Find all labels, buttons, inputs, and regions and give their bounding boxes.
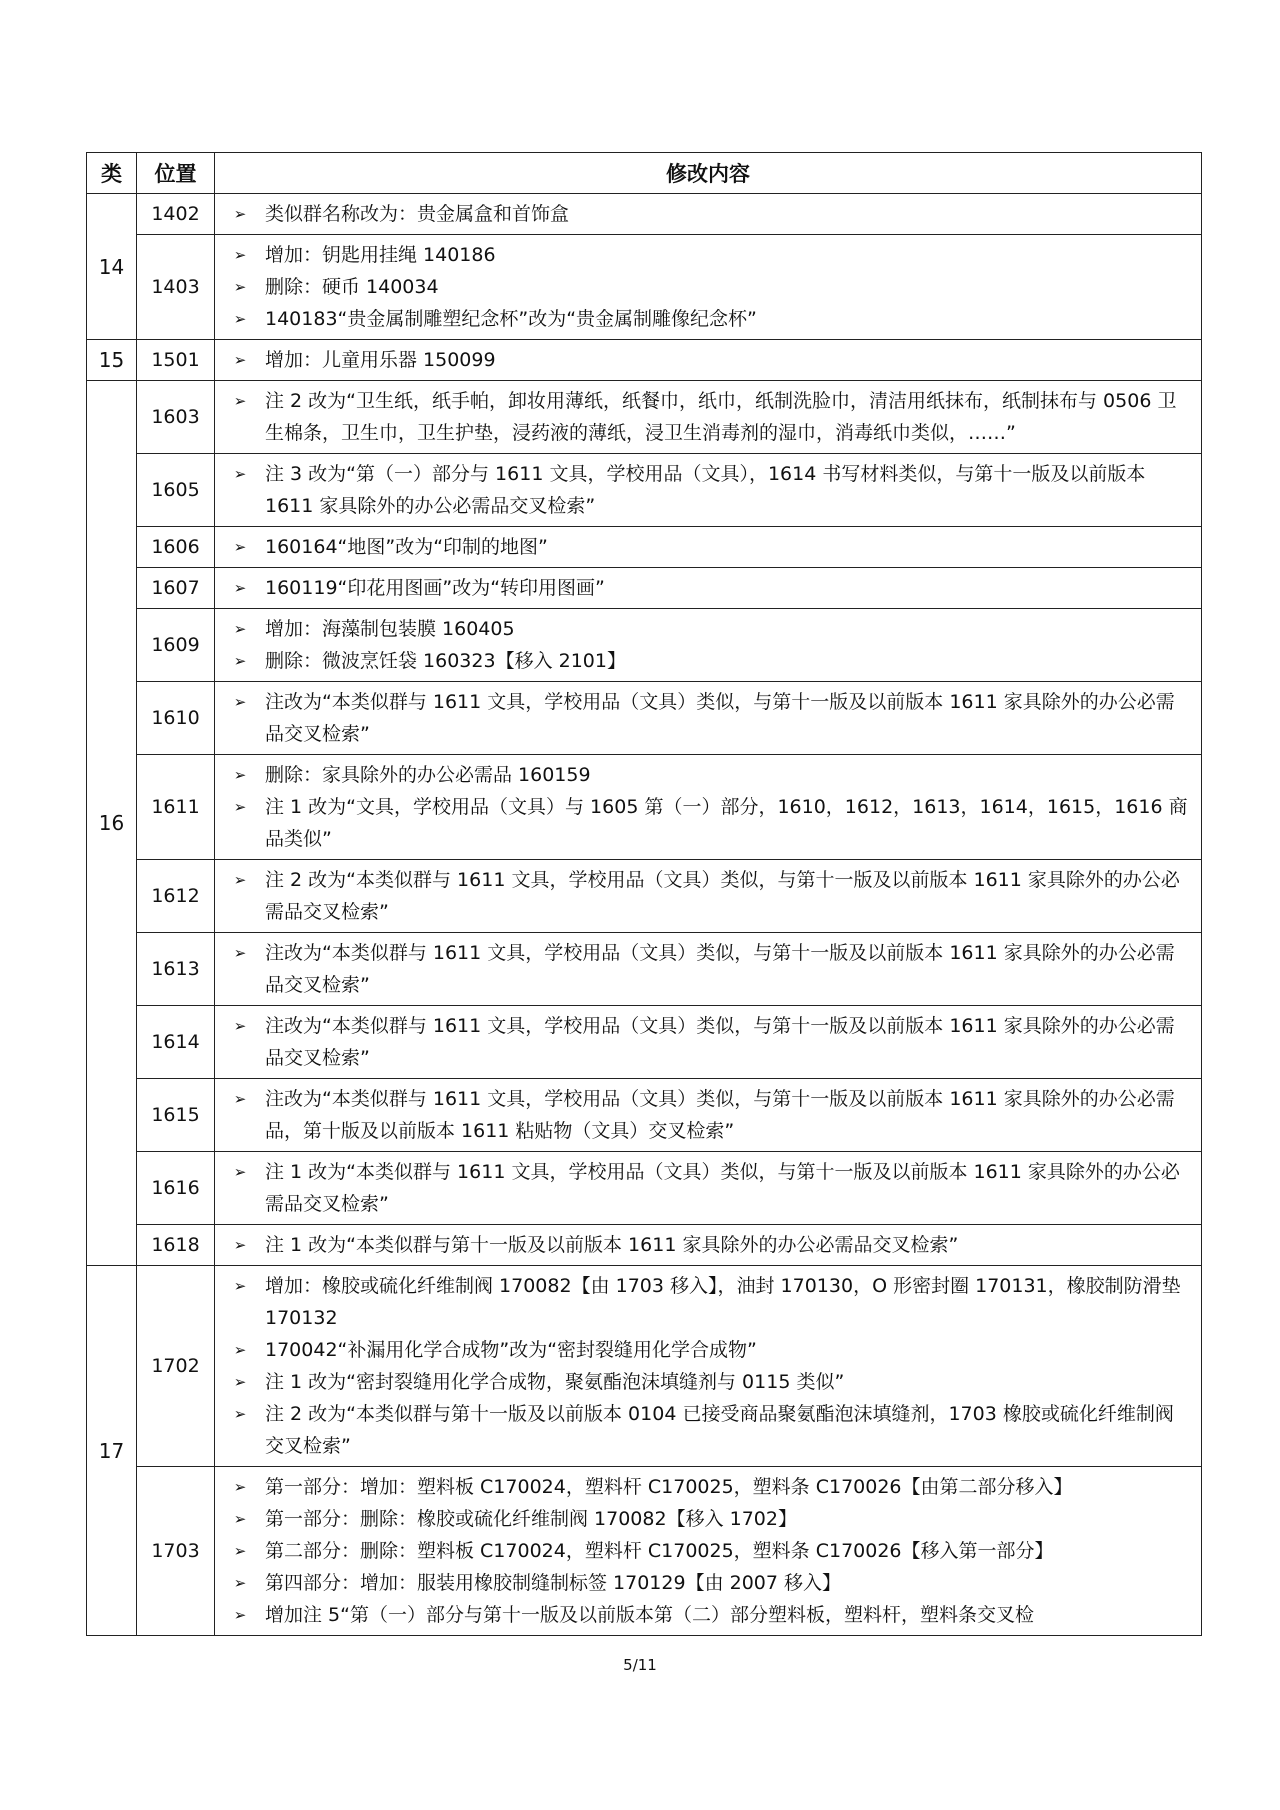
content-cell xyxy=(215,1467,1202,1636)
table-row xyxy=(87,381,1202,454)
table-row xyxy=(87,1079,1202,1152)
arrow-bullet-icon: ➢ xyxy=(233,1606,247,1624)
table-row xyxy=(87,454,1202,527)
table-row xyxy=(87,860,1202,933)
table-row xyxy=(87,340,1202,381)
item-text: 增加注 5“第（一）部分与第十一版及以前版本第（二）部分塑料板，塑料杆，塑料条交叉检 xyxy=(265,1604,1034,1626)
class-number-cell: 14 xyxy=(87,194,137,340)
position-cell: 1605 xyxy=(137,454,215,527)
position-cell: 1702 xyxy=(137,1266,215,1467)
table-row xyxy=(87,1467,1202,1636)
arrow-bullet-icon: ➢ xyxy=(233,465,247,483)
item-text: 删除：微波烹饪袋 160323【移入 2101】 xyxy=(265,650,626,672)
list-item xyxy=(215,864,1191,928)
table-row xyxy=(87,1266,1202,1467)
table-header-row xyxy=(87,153,1202,194)
table-row xyxy=(87,527,1202,568)
position-cell: 1501 xyxy=(137,340,215,381)
list-item xyxy=(215,572,1191,604)
table-row xyxy=(87,682,1202,755)
content-cell xyxy=(215,454,1202,527)
item-text: 类似群名称改为：贵金属盒和首饰盒 xyxy=(265,203,570,225)
content-cell xyxy=(215,860,1202,933)
list-item xyxy=(215,303,1191,335)
header-position: 位置 xyxy=(137,153,215,194)
table-row xyxy=(87,1006,1202,1079)
list-item xyxy=(215,1270,1191,1334)
item-text: 注改为“本类似群与 1611 文具，学校用品（文具）类似，与第十一版及以前版本 1611 家具除外的办公必需品交叉检索” xyxy=(265,942,1175,996)
item-text: 160119“印花用图画”改为“转印用图画” xyxy=(265,577,605,599)
item-text: 注 1 改为“密封裂缝用化学合成物，聚氨酯泡沫填缝剂与 0115 类似” xyxy=(265,1371,845,1393)
arrow-bullet-icon: ➢ xyxy=(233,351,247,369)
arrow-bullet-icon: ➢ xyxy=(233,1510,247,1528)
item-text: 170042“补漏用化学合成物”改为“密封裂缝用化学合成物” xyxy=(265,1339,757,1361)
content-cell xyxy=(215,340,1202,381)
item-text: 注改为“本类似群与 1611 文具，学校用品（文具）类似，与第十一版及以前版本 1611 家具除外的办公必需品交叉检索” xyxy=(265,1015,1175,1069)
header-class: 类 xyxy=(87,153,137,194)
arrow-bullet-icon: ➢ xyxy=(233,766,247,784)
class-number-cell: 15 xyxy=(87,340,137,381)
table-row xyxy=(87,194,1202,235)
arrow-bullet-icon: ➢ xyxy=(233,278,247,296)
list-item xyxy=(215,344,1191,376)
item-text: 注 1 改为“本类似群与 1611 文具，学校用品（文具）类似，与第十一版及以前版本 1611 家具除外的办公必需品交叉检索” xyxy=(265,1161,1180,1215)
list-item xyxy=(215,198,1191,230)
table-row xyxy=(87,235,1202,340)
class-number-cell: 16 xyxy=(87,381,137,1266)
arrow-bullet-icon: ➢ xyxy=(233,392,247,410)
content-cell xyxy=(215,1079,1202,1152)
item-text: 第一部分：删除：橡胶或硫化纤维制阀 170082【移入 1702】 xyxy=(265,1508,797,1530)
content-cell xyxy=(215,682,1202,755)
position-cell: 1703 xyxy=(137,1467,215,1636)
content-cell xyxy=(215,235,1202,340)
position-cell: 1614 xyxy=(137,1006,215,1079)
content-cell xyxy=(215,194,1202,235)
table-row xyxy=(87,609,1202,682)
item-text: 第一部分：增加：塑料板 C170024，塑料杆 C170025，塑料条 C170026【由第二部分移入】 xyxy=(265,1476,1073,1498)
arrow-bullet-icon: ➢ xyxy=(233,1574,247,1592)
arrow-bullet-icon: ➢ xyxy=(233,652,247,670)
arrow-bullet-icon: ➢ xyxy=(233,1405,247,1423)
list-item xyxy=(215,1229,1191,1261)
position-cell: 1610 xyxy=(137,682,215,755)
list-item xyxy=(215,686,1191,750)
arrow-bullet-icon: ➢ xyxy=(233,1277,247,1295)
item-text: 注 2 改为“本类似群与 1611 文具，学校用品（文具）类似，与第十一版及以前版本 1611 家具除外的办公必需品交叉检索” xyxy=(265,869,1180,923)
item-text: 增加：海藻制包装膜 160405 xyxy=(265,618,515,640)
position-cell: 1603 xyxy=(137,381,215,454)
content-cell xyxy=(215,755,1202,860)
list-item xyxy=(215,1083,1191,1147)
position-cell: 1612 xyxy=(137,860,215,933)
list-item xyxy=(215,239,1191,271)
list-item xyxy=(215,531,1191,563)
arrow-bullet-icon: ➢ xyxy=(233,538,247,556)
list-item xyxy=(215,1398,1191,1462)
table-row xyxy=(87,568,1202,609)
item-text: 增加：儿童用乐器 150099 xyxy=(265,349,496,371)
position-cell: 1402 xyxy=(137,194,215,235)
content-cell xyxy=(215,527,1202,568)
item-text: 第四部分：增加：服装用橡胶制缝制标签 170129【由 2007 移入】 xyxy=(265,1572,842,1594)
position-cell: 1607 xyxy=(137,568,215,609)
list-item xyxy=(215,1334,1191,1366)
item-text: 删除：硬币 140034 xyxy=(265,276,439,298)
table-row xyxy=(87,755,1202,860)
arrow-bullet-icon: ➢ xyxy=(233,310,247,328)
header-content: 修改内容 xyxy=(215,153,1202,194)
arrow-bullet-icon: ➢ xyxy=(233,944,247,962)
item-text: 注 3 改为“第（一）部分与 1611 文具，学校用品（文具），1614 书写材料类似，与第十一版及以前版本 1611 家具除外的办公必需品交叉检索” xyxy=(265,463,1146,517)
list-item xyxy=(215,1010,1191,1074)
list-item xyxy=(215,1535,1191,1567)
position-cell: 1616 xyxy=(137,1152,215,1225)
list-item xyxy=(215,613,1191,645)
item-text: 第二部分：删除：塑料板 C170024，塑料杆 C170025，塑料条 C170026【移入第一部分】 xyxy=(265,1540,1054,1562)
arrow-bullet-icon: ➢ xyxy=(233,871,247,889)
item-text: 增加：钥匙用挂绳 140186 xyxy=(265,244,496,266)
arrow-bullet-icon: ➢ xyxy=(233,246,247,264)
table-body xyxy=(87,194,1202,1636)
list-item xyxy=(215,1503,1191,1535)
item-text: 注 2 改为“本类似群与第十一版及以前版本 0104 已接受商品聚氨酯泡沫填缝剂，1703 橡胶或硫化纤维制阀交叉检索” xyxy=(265,1403,1174,1457)
table-row xyxy=(87,1225,1202,1266)
position-cell: 1613 xyxy=(137,933,215,1006)
arrow-bullet-icon: ➢ xyxy=(233,1341,247,1359)
position-cell: 1615 xyxy=(137,1079,215,1152)
item-text: 增加：橡胶或硫化纤维制阀 170082【由 1703 移入】，油封 170130，O 形密封圈 170131，橡胶制防滑垫 170132 xyxy=(265,1275,1181,1329)
item-text: 注 2 改为“卫生纸，纸手帕，卸妆用薄纸，纸餐巾，纸巾，纸制洗脸巾，清洁用纸抹布，纸制抹布与 0506 卫生棉条，卫生巾，卫生护垫，浸药液的薄纸，浸卫生消毒剂的湿巾，消毒纸巾类似，……” xyxy=(265,390,1177,444)
arrow-bullet-icon: ➢ xyxy=(233,693,247,711)
page-number: 5/11 xyxy=(623,1656,657,1674)
list-item xyxy=(215,1471,1191,1503)
list-item xyxy=(215,271,1191,303)
revision-table-container xyxy=(86,152,1201,1636)
item-text: 160164“地图”改为“印制的地图” xyxy=(265,536,548,558)
list-item xyxy=(215,1366,1191,1398)
position-cell: 1611 xyxy=(137,755,215,860)
table-row xyxy=(87,1152,1202,1225)
item-text: 注改为“本类似群与 1611 文具，学校用品（文具）类似，与第十一版及以前版本 1611 家具除外的办公必需品，第十版及以前版本 1611 粘贴物（文具）交叉检索” xyxy=(265,1088,1175,1142)
content-cell xyxy=(215,1152,1202,1225)
class-number-cell: 17 xyxy=(87,1266,137,1636)
table-row xyxy=(87,933,1202,1006)
item-text: 删除：家具除外的办公必需品 160159 xyxy=(265,764,591,786)
item-text: 注 1 改为“文具，学校用品（文具）与 1605 第（一）部分，1610，1612，1613，1614，1615，1616 商品类似” xyxy=(265,796,1188,850)
arrow-bullet-icon: ➢ xyxy=(233,798,247,816)
arrow-bullet-icon: ➢ xyxy=(233,1478,247,1496)
arrow-bullet-icon: ➢ xyxy=(233,579,247,597)
content-cell xyxy=(215,568,1202,609)
position-cell: 1609 xyxy=(137,609,215,682)
list-item xyxy=(215,791,1191,855)
arrow-bullet-icon: ➢ xyxy=(233,1017,247,1035)
item-text: 140183“贵金属制雕塑纪念杯”改为“贵金属制雕像纪念杯” xyxy=(265,308,757,330)
content-cell xyxy=(215,1006,1202,1079)
arrow-bullet-icon: ➢ xyxy=(233,1163,247,1181)
item-text: 注 1 改为“本类似群与第十一版及以前版本 1611 家具除外的办公必需品交叉检索” xyxy=(265,1234,959,1256)
arrow-bullet-icon: ➢ xyxy=(233,620,247,638)
list-item xyxy=(215,1599,1191,1631)
list-item xyxy=(215,937,1191,1001)
arrow-bullet-icon: ➢ xyxy=(233,1373,247,1391)
position-cell: 1606 xyxy=(137,527,215,568)
revision-table xyxy=(86,152,1202,1636)
position-cell: 1618 xyxy=(137,1225,215,1266)
list-item xyxy=(215,1567,1191,1599)
arrow-bullet-icon: ➢ xyxy=(233,1236,247,1254)
list-item xyxy=(215,385,1191,449)
list-item xyxy=(215,458,1191,522)
position-cell: 1403 xyxy=(137,235,215,340)
arrow-bullet-icon: ➢ xyxy=(233,1090,247,1108)
arrow-bullet-icon: ➢ xyxy=(233,205,247,223)
content-cell xyxy=(215,1266,1202,1467)
list-item xyxy=(215,1156,1191,1220)
content-cell xyxy=(215,1225,1202,1266)
content-cell xyxy=(215,609,1202,682)
content-cell xyxy=(215,933,1202,1006)
list-item xyxy=(215,759,1191,791)
item-text: 注改为“本类似群与 1611 文具，学校用品（文具）类似，与第十一版及以前版本 1611 家具除外的办公必需品交叉检索” xyxy=(265,691,1175,745)
content-cell xyxy=(215,381,1202,454)
arrow-bullet-icon: ➢ xyxy=(233,1542,247,1560)
list-item xyxy=(215,645,1191,677)
